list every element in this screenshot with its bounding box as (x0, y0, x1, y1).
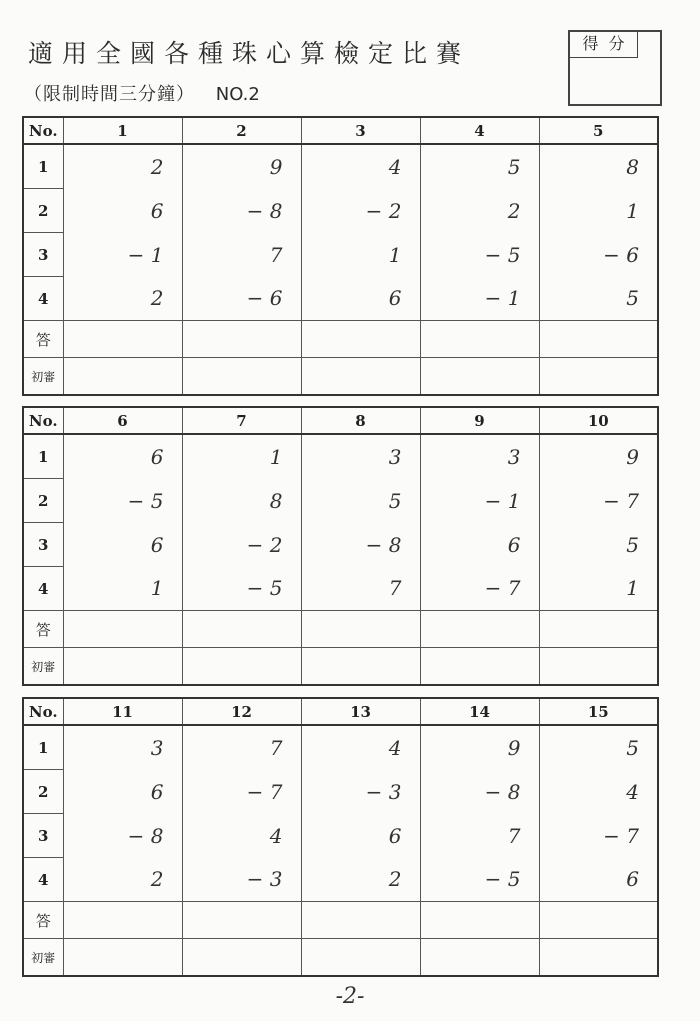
problem-block-3 (22, 697, 659, 977)
problem-number: 11 (63, 698, 182, 725)
number-cell: − 3 (301, 770, 420, 814)
problem-number: 15 (539, 698, 658, 725)
number-row (23, 189, 658, 233)
number-cell: 4 (182, 814, 301, 858)
number-row (23, 277, 658, 321)
number-cell: − 8 (63, 814, 182, 858)
number-cell: − 5 (420, 233, 539, 277)
answer-cell[interactable] (182, 321, 301, 358)
answer-cell[interactable] (420, 321, 539, 358)
number-row (23, 814, 658, 858)
page-title: 適用全國各種珠心算檢定比賽 (28, 39, 471, 68)
number-cell: 5 (539, 523, 658, 567)
row-label: 4 (23, 277, 63, 321)
number-cell: 5 (539, 725, 658, 770)
review-cell[interactable] (539, 939, 658, 977)
review-cell[interactable] (182, 358, 301, 396)
review-row (23, 358, 658, 396)
answer-cell[interactable] (182, 611, 301, 648)
number-cell: 7 (420, 814, 539, 858)
number-cell: 6 (63, 434, 182, 479)
number-cell: 2 (63, 144, 182, 189)
review-cell[interactable] (182, 648, 301, 686)
number-cell: 8 (182, 479, 301, 523)
problem-number: 3 (301, 117, 420, 144)
number-cell: 2 (420, 189, 539, 233)
number-cell: − 5 (182, 567, 301, 611)
no-label: No. (23, 117, 63, 144)
row-label: 2 (23, 189, 63, 233)
number-row (23, 858, 658, 902)
number-cell: 1 (539, 189, 658, 233)
review-cell[interactable] (539, 648, 658, 686)
score-box[interactable] (568, 30, 662, 106)
number-row (23, 523, 658, 567)
answer-label: 答 (23, 611, 63, 648)
number-cell: 1 (182, 434, 301, 479)
number-cell: 6 (63, 189, 182, 233)
number-cell: 4 (301, 144, 420, 189)
row-label: 3 (23, 233, 63, 277)
score-label: 得分 (570, 32, 638, 58)
sheet-number: NO.2 (215, 84, 260, 105)
answer-cell[interactable] (63, 611, 182, 648)
problem-number: 13 (301, 698, 420, 725)
header-row (23, 117, 658, 144)
number-cell: − 2 (301, 189, 420, 233)
answer-cell[interactable] (63, 902, 182, 939)
problem-number: 2 (182, 117, 301, 144)
row-label: 2 (23, 770, 63, 814)
number-cell: − 7 (420, 567, 539, 611)
number-cell: 6 (301, 277, 420, 321)
row-label: 1 (23, 144, 63, 189)
answer-row (23, 611, 658, 648)
problem-number: 12 (182, 698, 301, 725)
number-cell: − 1 (420, 277, 539, 321)
problem-block-2 (22, 406, 659, 686)
page-number: -2- (335, 984, 365, 1009)
review-label: 初審 (23, 939, 63, 977)
review-cell[interactable] (420, 358, 539, 396)
answer-cell[interactable] (420, 611, 539, 648)
number-cell: − 2 (182, 523, 301, 567)
header-row (23, 698, 658, 725)
number-cell: − 1 (420, 479, 539, 523)
number-cell: − 5 (63, 479, 182, 523)
review-cell[interactable] (301, 648, 420, 686)
number-cell: 2 (63, 858, 182, 902)
row-label: 3 (23, 814, 63, 858)
number-cell: − 8 (182, 189, 301, 233)
time-limit: （限制時間三分鐘） (24, 84, 195, 105)
problem-number: 5 (539, 117, 658, 144)
number-cell: 5 (539, 277, 658, 321)
number-cell: 5 (420, 144, 539, 189)
number-cell: 3 (301, 434, 420, 479)
number-cell: 4 (301, 725, 420, 770)
header-row (23, 407, 658, 434)
review-label: 初審 (23, 358, 63, 396)
answer-cell[interactable] (420, 902, 539, 939)
number-cell: 7 (182, 233, 301, 277)
answer-label: 答 (23, 902, 63, 939)
answer-cell[interactable] (539, 902, 658, 939)
row-label: 4 (23, 567, 63, 611)
problem-number: 4 (420, 117, 539, 144)
number-cell: 6 (539, 858, 658, 902)
review-label: 初審 (23, 648, 63, 686)
problem-number: 14 (420, 698, 539, 725)
number-cell: 7 (182, 725, 301, 770)
number-cell: 3 (420, 434, 539, 479)
answer-cell[interactable] (301, 611, 420, 648)
number-row (23, 144, 658, 189)
answer-cell[interactable] (301, 321, 420, 358)
number-cell: 6 (63, 523, 182, 567)
problem-number: 9 (420, 407, 539, 434)
review-cell[interactable] (420, 939, 539, 977)
number-cell: 7 (301, 567, 420, 611)
number-cell: − 8 (301, 523, 420, 567)
row-label: 3 (23, 523, 63, 567)
number-cell: − 1 (63, 233, 182, 277)
row-label: 4 (23, 858, 63, 902)
number-cell: − 7 (182, 770, 301, 814)
no-label: No. (23, 698, 63, 725)
problem-number: 10 (539, 407, 658, 434)
number-cell: 1 (63, 567, 182, 611)
number-cell: − 7 (539, 479, 658, 523)
number-cell: 3 (63, 725, 182, 770)
number-cell: − 6 (539, 233, 658, 277)
answer-cell[interactable] (182, 902, 301, 939)
answer-row (23, 902, 658, 939)
number-cell: − 7 (539, 814, 658, 858)
number-cell: 9 (182, 144, 301, 189)
problem-number: 7 (182, 407, 301, 434)
answer-cell[interactable] (63, 321, 182, 358)
number-cell: − 5 (420, 858, 539, 902)
review-cell[interactable] (301, 939, 420, 977)
row-label: 1 (23, 725, 63, 770)
answer-row (23, 321, 658, 358)
review-cell[interactable] (63, 939, 182, 977)
problem-number: 8 (301, 407, 420, 434)
problem-number: 1 (63, 117, 182, 144)
review-row (23, 648, 658, 686)
number-row (23, 770, 658, 814)
answer-cell[interactable] (539, 611, 658, 648)
row-label: 1 (23, 434, 63, 479)
review-cell[interactable] (182, 939, 301, 977)
number-row (23, 479, 658, 523)
number-cell: 6 (420, 523, 539, 567)
subtitle (24, 80, 260, 106)
number-cell: − 8 (420, 770, 539, 814)
number-cell: 4 (539, 770, 658, 814)
number-row (23, 434, 658, 479)
number-cell: − 3 (182, 858, 301, 902)
row-label: 2 (23, 479, 63, 523)
review-cell[interactable] (63, 648, 182, 686)
answer-cell[interactable] (539, 321, 658, 358)
review-cell[interactable] (63, 358, 182, 396)
number-cell: − 6 (182, 277, 301, 321)
number-cell: 1 (539, 567, 658, 611)
problem-number: 6 (63, 407, 182, 434)
answer-cell[interactable] (301, 902, 420, 939)
number-cell: 8 (539, 144, 658, 189)
review-cell[interactable] (301, 358, 420, 396)
number-cell: 2 (301, 858, 420, 902)
review-row (23, 939, 658, 977)
number-row (23, 725, 658, 770)
answer-label: 答 (23, 321, 63, 358)
number-cell: 1 (301, 233, 420, 277)
number-cell: 9 (420, 725, 539, 770)
number-row (23, 233, 658, 277)
number-row (23, 567, 658, 611)
number-cell: 9 (539, 434, 658, 479)
number-cell: 2 (63, 277, 182, 321)
review-cell[interactable] (420, 648, 539, 686)
no-label: No. (23, 407, 63, 434)
number-cell: 5 (301, 479, 420, 523)
review-cell[interactable] (539, 358, 658, 396)
number-cell: 6 (301, 814, 420, 858)
number-cell: 6 (63, 770, 182, 814)
problem-block-1 (22, 116, 659, 396)
